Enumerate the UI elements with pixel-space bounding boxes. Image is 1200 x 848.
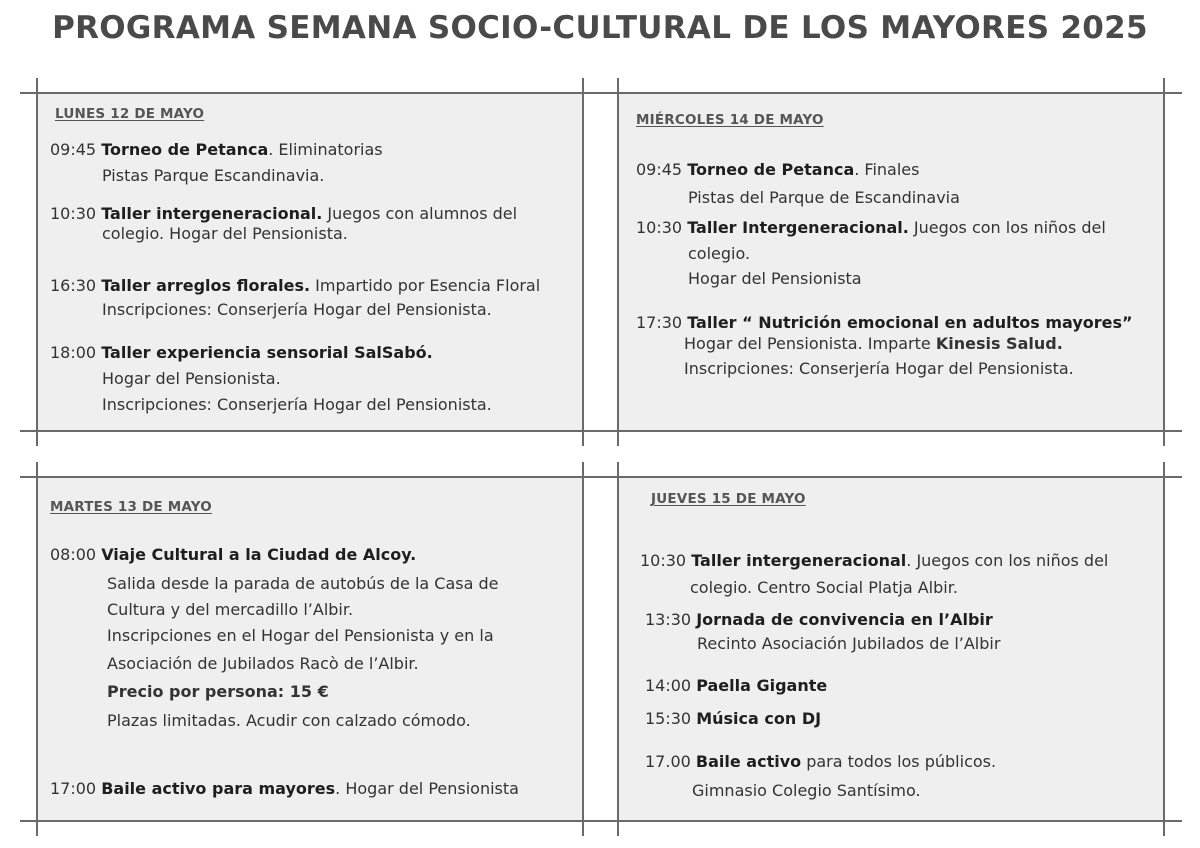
divider-line — [617, 78, 619, 446]
page-title: PROGRAMA SEMANA SOCIO-CULTURAL DE LOS MAYORES 2025 — [52, 10, 1148, 46]
event-title: Paella Gigante — [696, 676, 828, 695]
event-monday-1 — [50, 137, 383, 163]
event-time: 08:00 — [50, 545, 97, 564]
event-title: Taller arreglos florales. — [101, 276, 311, 295]
event-time: 17.00 — [645, 752, 691, 771]
event-location: colegio. Centro Social Platja Albir. — [690, 578, 958, 597]
event-detail: . Juegos con los niños del — [906, 551, 1109, 570]
event-time: 17:30 — [636, 313, 683, 332]
event-detail-line: Salida desde la parada de autobús de la Casa de — [107, 574, 499, 593]
event-location: Pistas del Parque de Escandinavia — [688, 188, 960, 207]
event-detail: . Hogar del Pensionista — [335, 779, 519, 798]
event-title: Torneo de Petanca — [101, 140, 269, 159]
event-title: Taller Intergeneracional. — [687, 218, 909, 237]
event-registration: Asociación de Jubilados Racò de l’Albir. — [107, 654, 419, 673]
divider-line — [1163, 462, 1165, 836]
day-heading-tuesday: MARTES 13 DE MAYO — [50, 499, 212, 515]
event-detail: . Finales — [854, 160, 920, 179]
event-time: 16:30 — [50, 276, 97, 295]
divider-line — [1163, 78, 1165, 446]
event-tuesday-2 — [50, 776, 519, 802]
divider-line — [36, 78, 38, 446]
event-location — [684, 331, 1063, 357]
event-title: Taller experiencia sensorial SalSabó. — [101, 343, 433, 362]
event-title: Baile activo para mayores — [101, 779, 336, 798]
divider-line — [582, 78, 584, 446]
event-location: Hogar del Pensionista. — [102, 369, 281, 388]
event-location: Inscripciones: Conserjería Hogar del Pensionista. — [102, 300, 492, 319]
event-registration: Inscripciones: Conserjería Hogar del Pensionista. — [102, 395, 492, 414]
event-thursday-3 — [645, 673, 827, 699]
event-detail: para todos los públicos. — [801, 752, 997, 771]
day-heading-wednesday: MIÉRCOLES 14 DE MAYO — [636, 112, 824, 128]
event-time: 14:00 — [645, 676, 692, 695]
event-registration: Inscripciones: Conserjería Hogar del Pensionista. — [684, 359, 1074, 378]
event-location: Gimnasio Colegio Santísimo. — [692, 781, 921, 800]
event-monday-3 — [50, 273, 540, 299]
event-detail: Juegos con alumnos del — [322, 204, 518, 223]
event-location: colegio. Hogar del Pensionista. — [102, 224, 348, 243]
event-time: 17:00 — [50, 779, 97, 798]
event-monday-4 — [50, 340, 433, 366]
event-time: 15:30 — [645, 709, 692, 728]
day-heading-thursday: JUEVES 15 DE MAYO — [651, 491, 806, 507]
event-thursday-1 — [640, 548, 1108, 574]
event-wednesday-1 — [636, 157, 919, 183]
event-title: Torneo de Petanca — [687, 160, 855, 179]
event-time: 10:30 — [640, 551, 687, 570]
event-wednesday-2 — [636, 215, 1106, 241]
divider-line — [20, 430, 1182, 432]
divider-line — [582, 462, 584, 836]
event-title: Taller intergeneracional — [691, 551, 907, 570]
divider-line — [617, 462, 619, 836]
event-location: Hogar del Pensionista — [688, 269, 862, 288]
divider-line — [20, 476, 1182, 478]
event-location: Pistas Parque Escandinavia. — [102, 166, 325, 185]
event-thursday-4 — [645, 706, 821, 732]
event-title: Baile activo — [695, 752, 802, 771]
event-title: Música con DJ — [696, 709, 822, 728]
event-location-text: Hogar del Pensionista. Imparte — [684, 334, 936, 353]
event-detail-line: colegio. — [688, 244, 751, 263]
event-detail: Juegos con los niños del — [908, 218, 1106, 237]
day-heading-monday: LUNES 12 DE MAYO — [55, 106, 205, 122]
divider-line — [20, 92, 1182, 94]
event-detail: Impartido por Esencia Floral — [310, 276, 541, 295]
event-time: 18:00 — [50, 343, 97, 362]
event-location: Recinto Asociación Jubilados de l’Albir — [697, 634, 1001, 653]
event-time: 09:45 — [50, 140, 97, 159]
event-title: Taller intergeneracional. — [101, 204, 323, 223]
event-time: 13:30 — [645, 610, 692, 629]
event-time: 10:30 — [50, 204, 97, 223]
event-thursday-5 — [645, 749, 996, 775]
event-title: Taller “ Nutrición emocional en adultos mayores” — [687, 313, 1133, 332]
event-instructor: Kinesis Salud. — [935, 334, 1063, 353]
event-tuesday-1 — [50, 542, 416, 568]
event-detail-line: Cultura y del mercadillo l’Albir. — [107, 600, 354, 619]
event-time: 10:30 — [636, 218, 683, 237]
event-price — [107, 679, 329, 705]
event-title: Jornada de convivencia en l’Albir — [696, 610, 993, 629]
event-note: Plazas limitadas. Acudir con calzado cómodo. — [107, 711, 471, 730]
event-title: Viaje Cultural a la Ciudad de Alcoy. — [101, 545, 417, 564]
event-thursday-2 — [645, 607, 993, 633]
event-time: 09:45 — [636, 160, 683, 179]
divider-line — [36, 462, 38, 836]
divider-line — [20, 820, 1182, 822]
event-detail: . Eliminatorias — [268, 140, 383, 159]
event-registration: Inscripciones en el Hogar del Pensionista y en la — [107, 626, 494, 645]
event-price-text: Precio por persona: 15 € — [107, 682, 329, 701]
